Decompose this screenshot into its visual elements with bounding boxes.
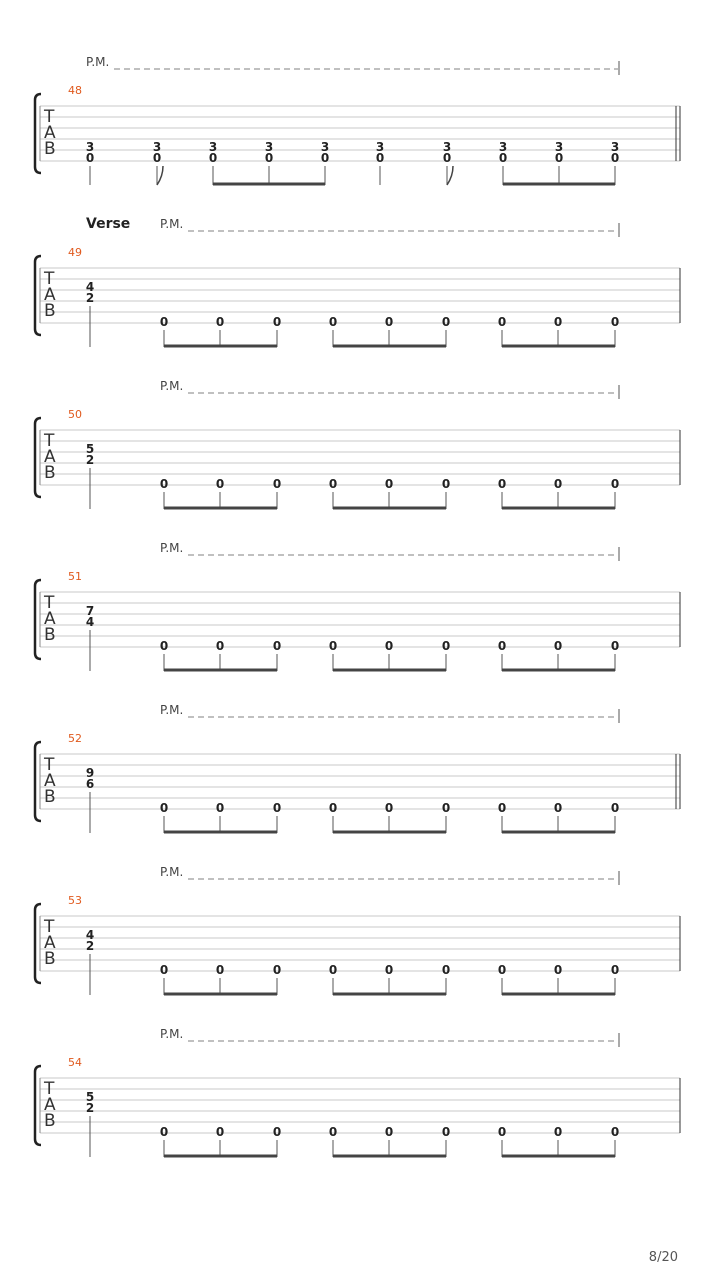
fret-number: 0: [320, 151, 330, 165]
fret-number: 0: [553, 315, 563, 329]
fret-number: 0: [384, 963, 394, 977]
fret-number: 0: [384, 315, 394, 329]
tab-clef-letter: B: [44, 625, 56, 645]
palm-mute-label: P.M.: [160, 379, 184, 393]
tab-clef-letter: A: [44, 609, 56, 629]
fret-number: 3: [208, 140, 218, 154]
fret-number: 0: [497, 477, 507, 491]
fret-number: 2: [85, 291, 95, 305]
fret-number: 0: [497, 639, 507, 653]
fret-number: 5: [85, 1090, 95, 1104]
fret-number: 0: [159, 1125, 169, 1139]
fret-number: 4: [85, 615, 95, 629]
fret-number: 0: [215, 315, 225, 329]
fret-number: 0: [384, 477, 394, 491]
fret-number: 0: [442, 151, 452, 165]
fret-number: 3: [85, 140, 95, 154]
fret-number: 7: [85, 604, 95, 618]
tab-clef-letter: T: [44, 107, 55, 127]
tab-clef-letter: A: [44, 1095, 56, 1115]
measure-number: 54: [68, 1056, 82, 1069]
fret-number: 0: [441, 315, 451, 329]
tab-system: [35, 865, 680, 995]
note-flag: [447, 166, 453, 185]
fret-number: 0: [610, 639, 620, 653]
fret-number: 9: [85, 766, 95, 780]
tab-system: [35, 1027, 680, 1157]
fret-number: 0: [159, 963, 169, 977]
measure-number: 52: [68, 732, 82, 745]
fret-number: 0: [553, 1125, 563, 1139]
fret-number: 0: [152, 151, 162, 165]
fret-number: 0: [272, 639, 282, 653]
tab-clef-letter: B: [44, 949, 56, 969]
fret-number: 0: [497, 1125, 507, 1139]
fret-number: 3: [554, 140, 564, 154]
fret-number: 0: [384, 1125, 394, 1139]
fret-number: 4: [85, 928, 95, 942]
fret-number: 0: [159, 477, 169, 491]
fret-number: 4: [85, 280, 95, 294]
tab-system: [35, 379, 680, 509]
fret-number: 0: [553, 801, 563, 815]
palm-mute-label: P.M.: [86, 55, 110, 69]
palm-mute-label: P.M.: [160, 217, 184, 231]
fret-number: 0: [554, 151, 564, 165]
tab-clef-letter: T: [44, 593, 55, 613]
fret-number: 3: [442, 140, 452, 154]
tab-clef-letter: B: [44, 787, 56, 807]
fret-number: 3: [498, 140, 508, 154]
fret-number: 0: [328, 801, 338, 815]
fret-number: 0: [328, 315, 338, 329]
tab-clef-letter: B: [44, 463, 56, 483]
fret-number: 0: [272, 963, 282, 977]
tab-clef-letter: B: [44, 301, 56, 321]
fret-number: 0: [215, 477, 225, 491]
fret-number: 0: [553, 639, 563, 653]
measure-number: 50: [68, 408, 82, 421]
fret-number: 0: [159, 315, 169, 329]
fret-number: 0: [610, 1125, 620, 1139]
section-label: Verse: [86, 216, 131, 232]
fret-number: 0: [610, 963, 620, 977]
fret-number: 0: [328, 477, 338, 491]
fret-number: 0: [264, 151, 274, 165]
tab-clef-letter: T: [44, 431, 55, 451]
page-number: 8/20: [648, 1250, 678, 1265]
fret-number: 0: [553, 477, 563, 491]
tab-system: [35, 703, 680, 833]
fret-number: 0: [553, 963, 563, 977]
measure-number: 53: [68, 894, 82, 907]
palm-mute-label: P.M.: [160, 865, 184, 879]
fret-number: 0: [610, 477, 620, 491]
tab-clef-letter: T: [44, 1079, 55, 1099]
tab-system: [35, 216, 680, 347]
tab-clef-letter: B: [44, 139, 56, 159]
fret-number: 0: [328, 963, 338, 977]
palm-mute-label: P.M.: [160, 541, 184, 555]
note-flag: [157, 166, 163, 185]
tab-clef-letter: B: [44, 1111, 56, 1131]
fret-number: 0: [215, 801, 225, 815]
fret-number: 0: [328, 639, 338, 653]
fret-number: 0: [159, 801, 169, 815]
fret-number: 0: [215, 639, 225, 653]
tab-clef-letter: A: [44, 447, 56, 467]
fret-number: 0: [441, 1125, 451, 1139]
tab-clef-letter: T: [44, 269, 55, 289]
fret-number: 0: [441, 963, 451, 977]
palm-mute-label: P.M.: [160, 703, 184, 717]
fret-number: 5: [85, 442, 95, 456]
fret-number: 0: [328, 1125, 338, 1139]
fret-number: 3: [264, 140, 274, 154]
fret-number: 0: [208, 151, 218, 165]
fret-number: 2: [85, 1101, 95, 1115]
fret-number: 0: [610, 315, 620, 329]
fret-number: 0: [272, 1125, 282, 1139]
fret-number: 2: [85, 939, 95, 953]
fret-number: 0: [215, 1125, 225, 1139]
tab-clef-letter: A: [44, 285, 56, 305]
fret-number: 0: [497, 963, 507, 977]
measure-number: 48: [68, 84, 82, 97]
fret-number: 0: [375, 151, 385, 165]
fret-number: 0: [441, 801, 451, 815]
measure-number: 51: [68, 570, 82, 583]
fret-number: 0: [497, 315, 507, 329]
tab-clef-letter: A: [44, 771, 56, 791]
fret-number: 2: [85, 453, 95, 467]
measure-number: 49: [68, 246, 82, 259]
tab-clef-letter: A: [44, 933, 56, 953]
fret-number: 0: [441, 477, 451, 491]
fret-number: 3: [610, 140, 620, 154]
palm-mute-label: P.M.: [160, 1027, 184, 1041]
fret-number: 0: [498, 151, 508, 165]
fret-number: 3: [152, 140, 162, 154]
tab-system: [35, 55, 680, 185]
fret-number: 0: [384, 801, 394, 815]
tab-system: [35, 541, 680, 671]
tab-clef-letter: T: [44, 755, 55, 775]
fret-number: 0: [272, 477, 282, 491]
fret-number: 0: [497, 801, 507, 815]
fret-number: 6: [85, 777, 95, 791]
fret-number: 3: [320, 140, 330, 154]
fret-number: 0: [610, 801, 620, 815]
tab-clef-letter: T: [44, 917, 55, 937]
fret-number: 0: [384, 639, 394, 653]
tab-clef-letter: A: [44, 123, 56, 143]
fret-number: 0: [272, 801, 282, 815]
fret-number: 0: [272, 315, 282, 329]
fret-number: 0: [159, 639, 169, 653]
fret-number: 0: [85, 151, 95, 165]
fret-number: 0: [610, 151, 620, 165]
fret-number: 3: [375, 140, 385, 154]
fret-number: 0: [441, 639, 451, 653]
fret-number: 0: [215, 963, 225, 977]
